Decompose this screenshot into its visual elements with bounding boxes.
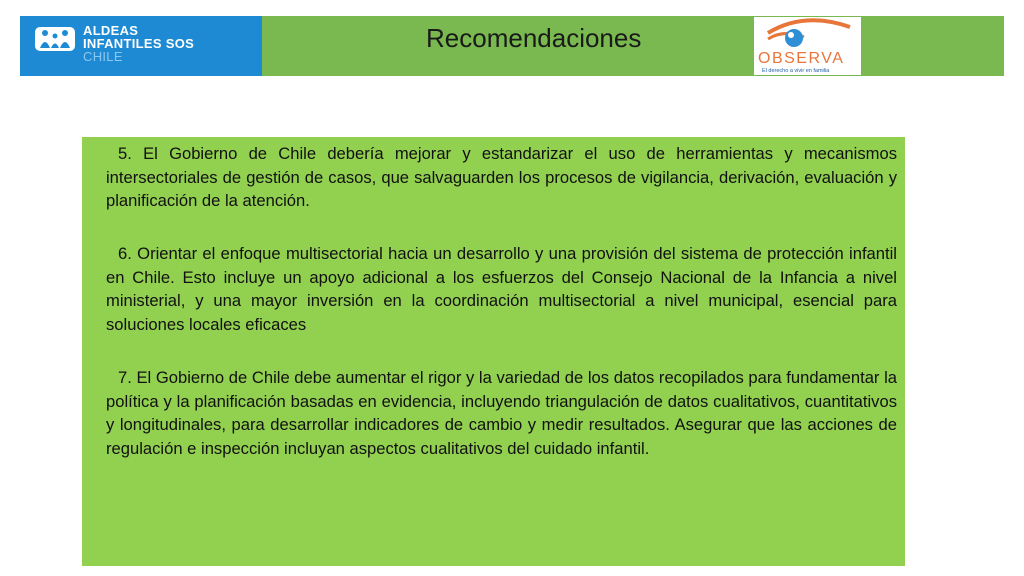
sos-logo-line2: INFANTILES SOS <box>83 36 195 51</box>
recommendation-5: 5. El Gobierno de Chile debería mejorar y estandarizar el uso de herramientas y mecanismos intersectoriales de gestión de casos, que salvaguarden los procesos de vigilancia, derivación, evaluación y planificación de la atención. <box>106 144 897 210</box>
recommendation-7: 7. El Gobierno de Chile debe aumentar el rigor y la variedad de los datos recopilados para fundamentar la política y la planificación basadas en evidencia, incluyendo triangulación de datos cualitativos, cuantitativos y longitudinales, para desarrollar indicadores de cambio y medir resultados. Asegurar que las acciones de regulación e inspección incluyan aspectos cualitativos del cuidado infantil. <box>106 368 897 458</box>
recommendations-box <box>82 137 905 566</box>
observa-logo <box>754 17 861 75</box>
header-bar <box>20 16 1004 76</box>
observa-logo-tagline: El derecho a vivir en familia <box>762 68 830 74</box>
sos-children-icon <box>35 27 75 51</box>
aldeas-infantiles-sos-logo <box>20 16 262 76</box>
observa-logo-name: OBSERVA <box>758 50 845 67</box>
recommendation-6: 6. Orientar el enfoque multisectorial hacia un desarrollo y una provisión del sistema de protección infantil en Chile. Esto incluye un apoyo adicional a los esfuerzos del Consejo Nacional de la Infancia a nivel ministerial, y una mayor inversión en la coordinación multisectorial a nivel municipal, esencial para soluciones locales eficaces <box>106 244 897 334</box>
eye-icon <box>754 17 861 51</box>
page-title: Recomendaciones <box>426 23 642 53</box>
sos-logo-line3: CHILE <box>83 49 123 64</box>
sos-logo-text <box>83 24 194 63</box>
sos-logo-line1: ALDEAS <box>83 23 139 38</box>
